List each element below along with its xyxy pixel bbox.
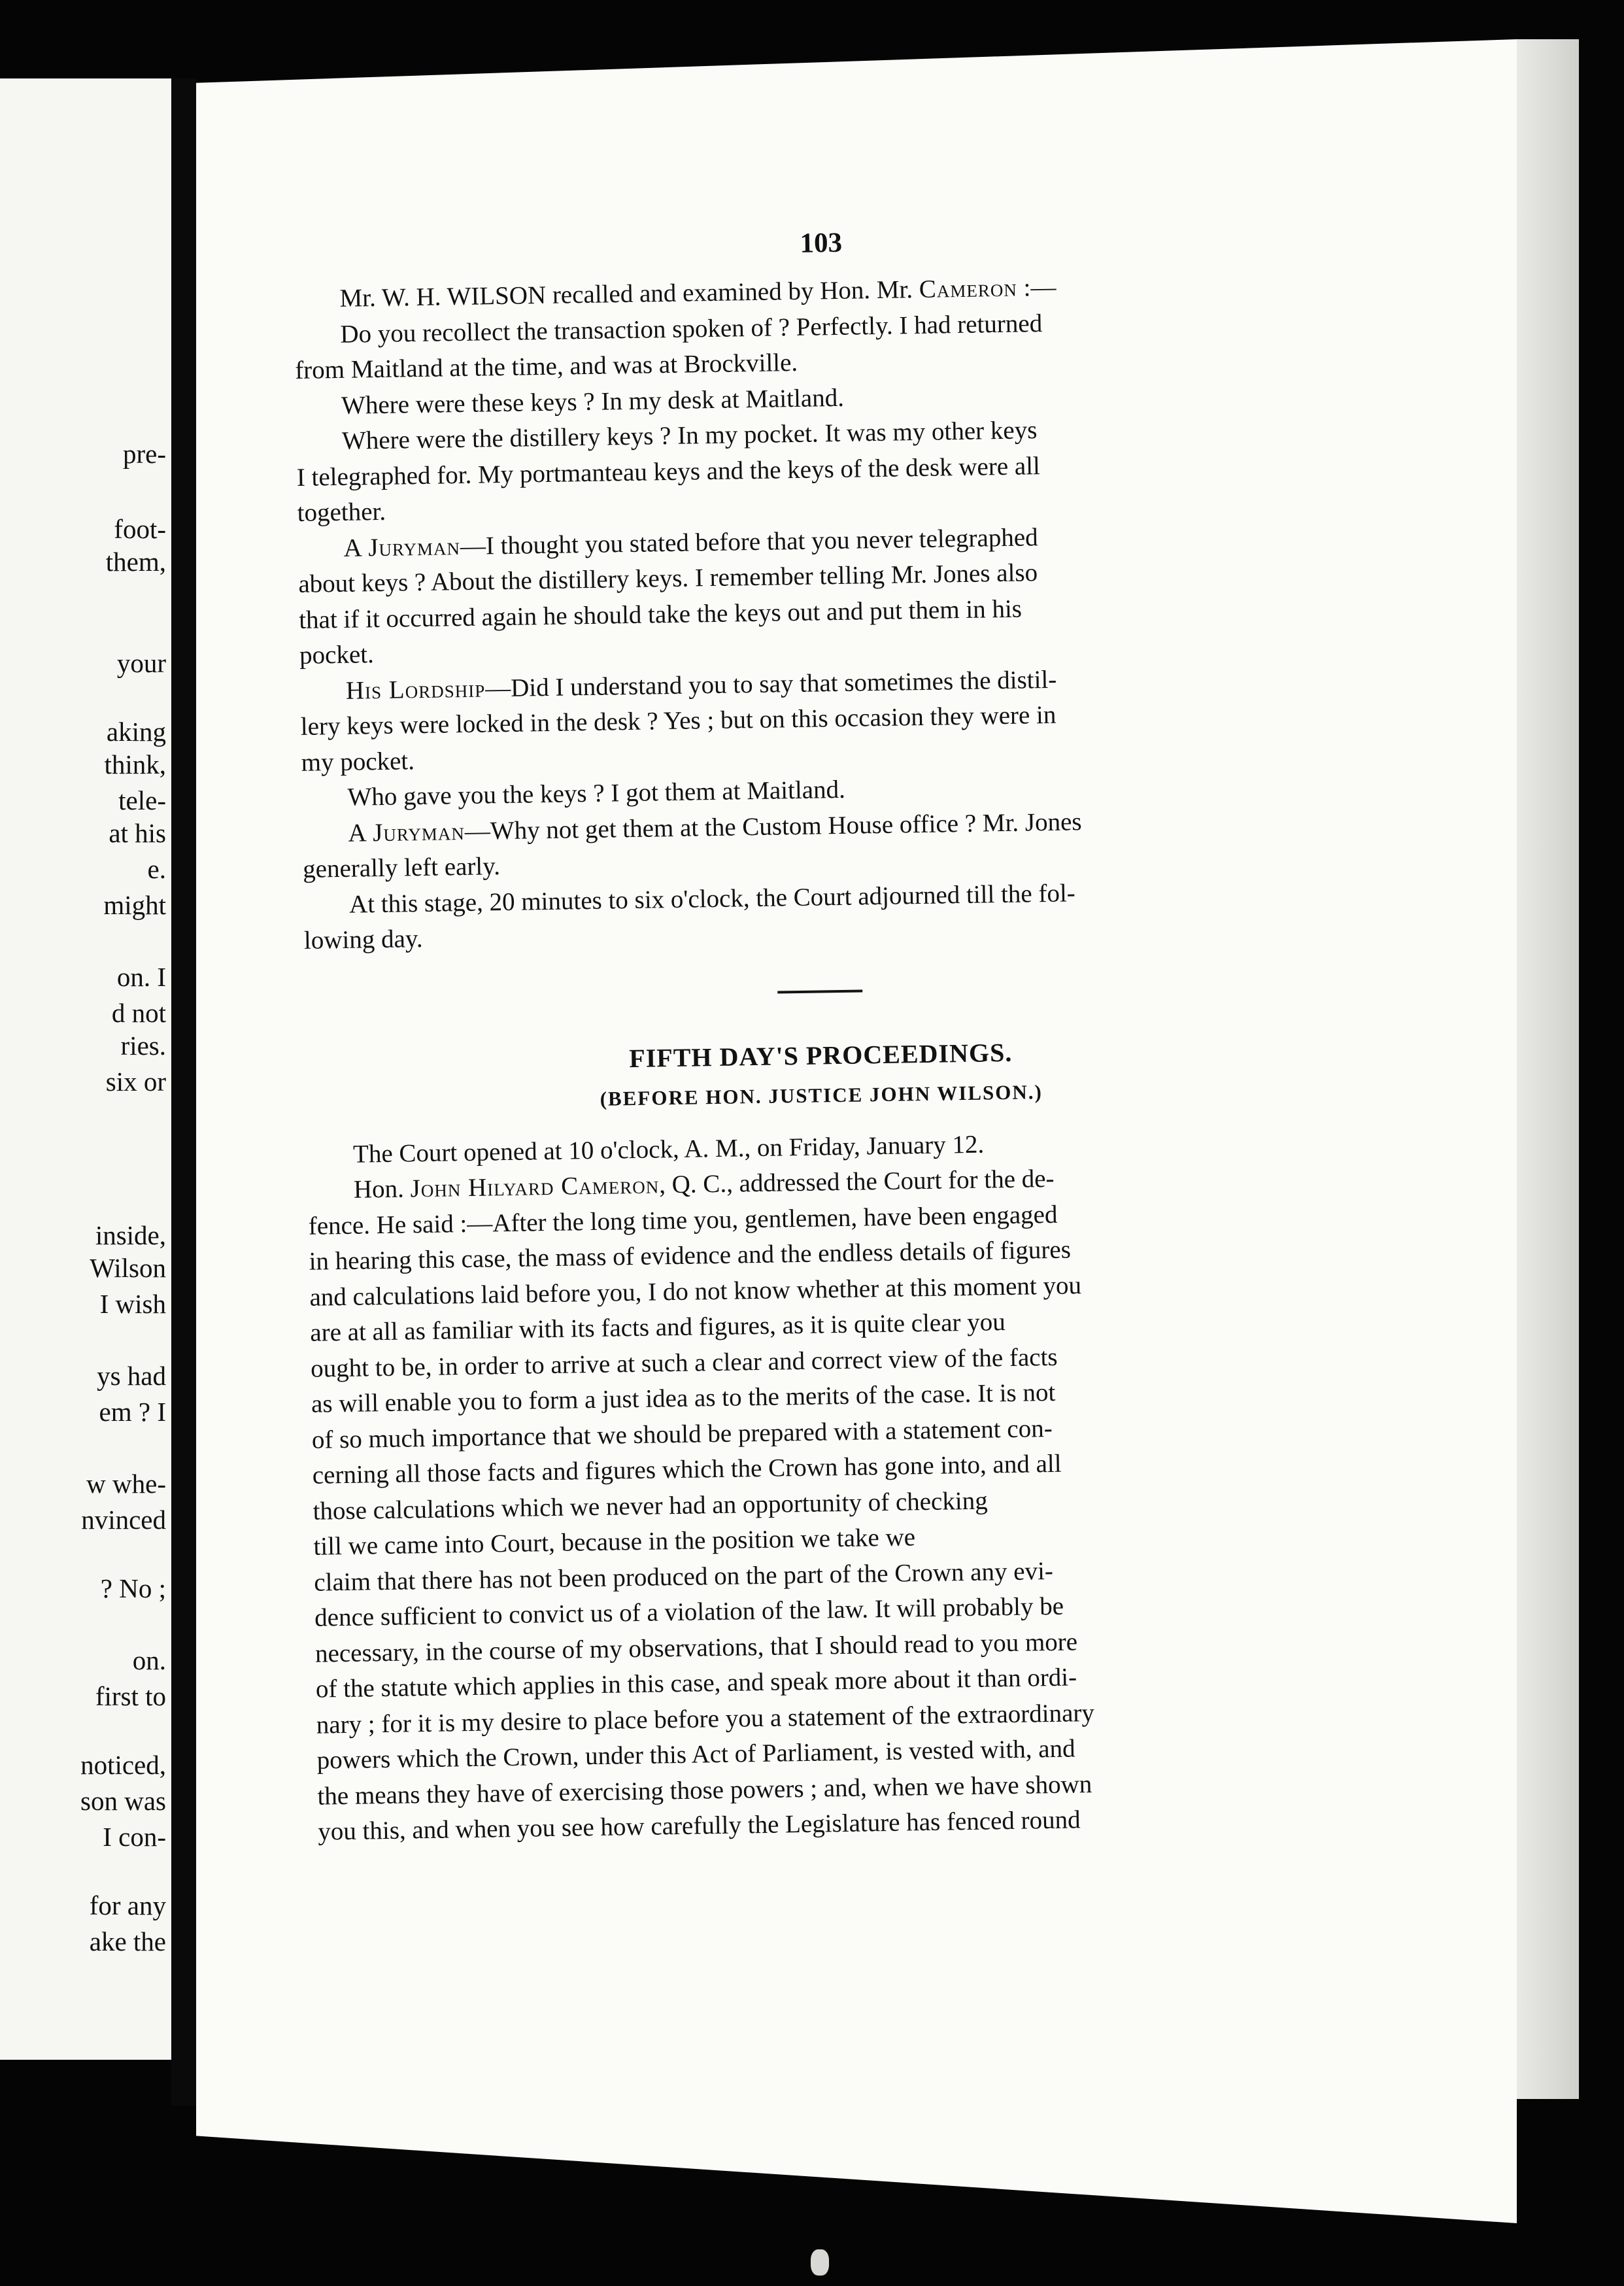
text-line: and calculations laid before you, I do not know whether at this moment you bbox=[309, 1271, 1082, 1312]
text-line: the means they have of exercising those powers ; and, when we have shown bbox=[317, 1769, 1092, 1811]
text-line: of the statute which applies in this case, and speak more about it than ordi- bbox=[315, 1663, 1077, 1703]
text-line: together. bbox=[297, 497, 386, 527]
section-heading: FIFTH DAY'S PROCEEDINGS. bbox=[628, 1037, 1013, 1073]
left-page-fragment: d not bbox=[111, 998, 166, 1028]
left-page-fragment: ake the bbox=[89, 1926, 166, 1956]
left-page-fragment: w whe- bbox=[86, 1469, 166, 1499]
left-page-fragment: aking bbox=[106, 717, 166, 747]
left-page-fragment: them, bbox=[105, 547, 166, 577]
left-page-fragment: on. bbox=[132, 1645, 166, 1675]
left-page-fragment: em ? I bbox=[99, 1397, 166, 1427]
section-divider bbox=[777, 989, 862, 993]
left-page-fragment: first to bbox=[95, 1681, 166, 1711]
left-page-fragment: e. bbox=[147, 854, 166, 884]
left-page-fragment: on. I bbox=[116, 962, 166, 992]
text-line: pocket. bbox=[299, 640, 375, 670]
text-line: nary ; for it is my desire to place before you a statement of the extraordinary bbox=[316, 1698, 1095, 1739]
left-page-fragment: might bbox=[103, 890, 166, 920]
text-line: fence. He said :—After the long time you, gentlemen, have been engaged bbox=[308, 1200, 1058, 1240]
left-page-fragment: Wilson bbox=[90, 1253, 166, 1283]
left-page-fragment: for any bbox=[89, 1890, 166, 1920]
book-gutter bbox=[171, 78, 196, 2106]
left-page-fragment: son was bbox=[80, 1786, 166, 1816]
text-line: A Juryman—I thought you stated before that you never telegraphed bbox=[343, 522, 1038, 562]
text-line: that if it occurred again he should take the keys out and put them in his bbox=[298, 594, 1023, 634]
text-line: necessary, in the course of my observations, that I should read to you more bbox=[314, 1627, 1078, 1668]
text-line: of so much importance that we should be prepared with a statement con- bbox=[311, 1414, 1053, 1454]
left-page-fragment: inside, bbox=[95, 1220, 166, 1250]
scan-artifact bbox=[811, 2249, 829, 2276]
text-line: are at all as familiar with its facts and figures, as it is quite clear you bbox=[310, 1308, 1006, 1347]
text-line: Hon. John Hilyard Cameron, Q. C., addressed the Court for the de- bbox=[353, 1164, 1055, 1204]
text-line: Mr. W. H. WILSON recalled and examined by Hon. Mr. Cameron :— bbox=[339, 273, 1057, 313]
text-line: I telegraphed for. My portmanteau keys and the keys of the desk were all bbox=[296, 451, 1041, 492]
left-page-fragment: ? No ; bbox=[100, 1573, 166, 1603]
text-line: from Maitland at the time, and was at Brockville. bbox=[294, 348, 798, 384]
text-line: dence sufficient to convict us of a violation of the law. It will probably be bbox=[314, 1592, 1064, 1632]
left-page bbox=[0, 78, 171, 2060]
text-line: till we came into Court, because in the position we take we bbox=[313, 1523, 916, 1561]
page-text bbox=[293, 219, 1348, 1850]
text-line: about keys ? About the distillery keys. I remember telling Mr. Jones also bbox=[298, 558, 1038, 598]
text-line: Do you recollect the transaction spoken of ? Perfectly. I had returned bbox=[340, 309, 1043, 349]
left-page-fragment: six or bbox=[105, 1066, 166, 1097]
left-page-fragment: pre- bbox=[122, 439, 166, 469]
left-page-fragment: tele- bbox=[118, 785, 166, 815]
text-line: those calculations which we never had an opportunity of checking bbox=[313, 1486, 988, 1526]
left-page-fragment: I wish bbox=[99, 1289, 166, 1319]
text-line: cerning all those facts and figures which the Crown has gone into, and all bbox=[312, 1449, 1062, 1490]
text-line: as will enable you to form a just idea as to the merits of the case. It is not bbox=[311, 1378, 1056, 1418]
left-page-fragment: foot- bbox=[114, 514, 166, 544]
left-page-fragment: at his bbox=[109, 818, 166, 848]
left-page-fragment: noticed, bbox=[80, 1750, 166, 1780]
text-line: powers which the Crown, under this Act of Parliament, is vested with, and bbox=[316, 1734, 1075, 1775]
text-line: you this, and when you see how carefully the Legislature has fenced round bbox=[318, 1805, 1081, 1846]
text-line: Where were these keys ? In my desk at Maitland. bbox=[341, 383, 845, 420]
text-line: lowing day. bbox=[303, 925, 423, 955]
left-page-fragment: I con- bbox=[103, 1822, 166, 1852]
text-line: At this stage, 20 minutes to six o'clock, the Court adjourned till the fol- bbox=[348, 878, 1076, 919]
page-number: 103 bbox=[800, 227, 843, 259]
left-page-fragment: ries. bbox=[120, 1031, 166, 1061]
left-page-fragment: your bbox=[116, 648, 166, 678]
text-line: generally left early. bbox=[302, 852, 501, 883]
text-line: Who gave you the keys ? I got them at Maitland. bbox=[347, 775, 846, 811]
text-line: A Juryman—Why not get them at the Custom House office ? Mr. Jones bbox=[348, 807, 1082, 847]
left-page-fragment: ys had bbox=[97, 1361, 166, 1391]
text-line: The Court opened at 10 o'clock, A. M., on Friday, January 12. bbox=[352, 1130, 985, 1169]
text-line: my pocket. bbox=[301, 746, 415, 777]
text-line: in hearing this case, the mass of evidence and the endless details of figures bbox=[309, 1235, 1072, 1276]
text-line: Where were the distillery keys ? In my pocket. It was my other keys bbox=[341, 416, 1038, 455]
section-subheading: (BEFORE HON. JUSTICE JOHN WILSON.) bbox=[600, 1080, 1043, 1110]
left-page-fragment: think, bbox=[104, 749, 166, 779]
text-line: lery keys were locked in the desk ? Yes ; but on this occasion they were in bbox=[300, 700, 1057, 741]
left-page-fragment: nvinced bbox=[81, 1505, 166, 1535]
text-line: claim that there has not been produced on the part of the Crown any evi- bbox=[314, 1556, 1054, 1597]
page-edge bbox=[1517, 39, 1579, 2099]
text-line: His Lordship—Did I understand you to say that sometimes the distil- bbox=[345, 665, 1057, 705]
text-line: ought to be, in order to arrive at such a clear and correct view of the facts bbox=[310, 1342, 1058, 1383]
